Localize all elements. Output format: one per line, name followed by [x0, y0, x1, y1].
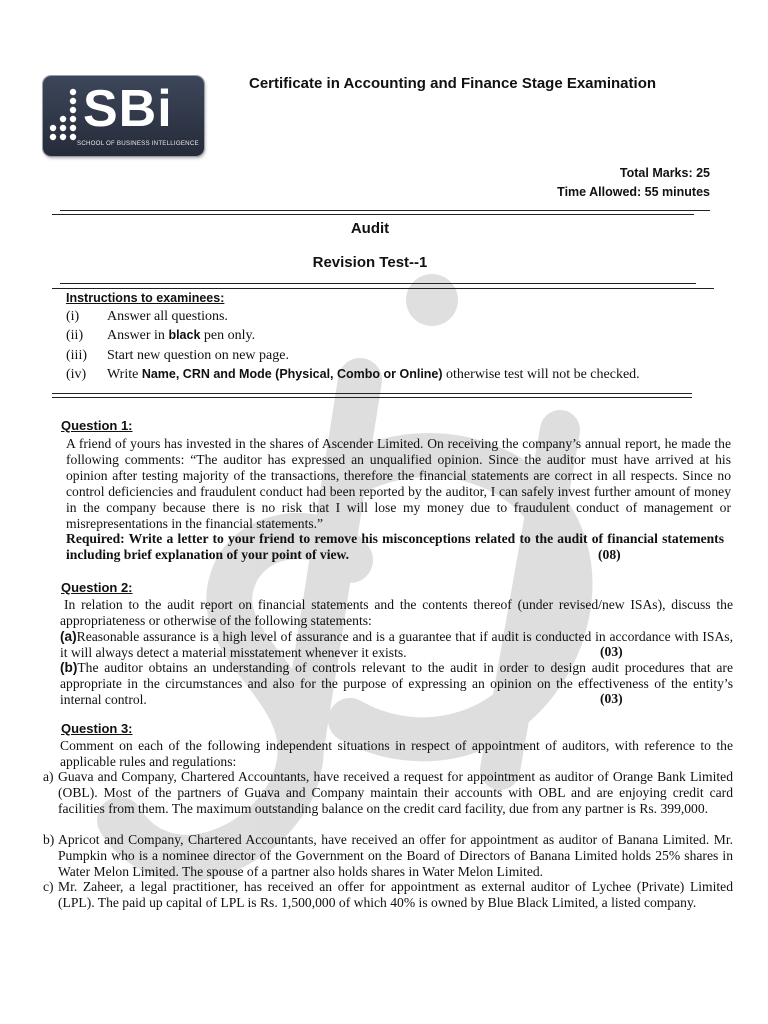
instruction-item — [66, 309, 228, 325]
sbi-logo — [43, 76, 204, 156]
part-text: The auditor obtains an understanding of controls relevant to the audit in order to design audit procedures that are appropriate in the circumstances and also for the purpose of expressing an opinion on the effectiveness of the entity’s internal control. — [60, 660, 733, 707]
instruction-item — [66, 328, 255, 344]
item-label: c) — [43, 879, 54, 894]
instruction-item — [66, 348, 289, 364]
time-allowed: Time Allowed: 55 minutes — [557, 185, 710, 199]
divider — [52, 214, 694, 215]
divider — [60, 283, 696, 284]
part-text: Reasonable assurance is a high level of assurance and is a guarantee that if audit is conducted in accordance with ISAs, it will always detect a material misstatement whenever it exists. — [60, 629, 733, 660]
question-1-required: Required: Write a letter to your friend to remove his misconceptions related to the audit of financial statements including brief explanation of your point of view. — [66, 531, 724, 562]
item-text: Apricot and Company, Chartered Accountants, have received an offer for appointment as auditor of Banana Limited. Mr. Pumpkin who is a nominee director of the Government on the Board of Directors of Banana Limited holds 25% shares in Water Melon Limited. The spouse of a partner also holds shares in Water Melon Limited. — [58, 832, 733, 879]
question-2-title: Question 2: — [61, 580, 133, 595]
test-title: Revision Test--1 — [312, 254, 428, 271]
instruction-text: Write — [107, 367, 142, 382]
instruction-item — [66, 367, 640, 383]
question-2-part-b — [60, 660, 733, 708]
instruction-number: (i) — [66, 309, 80, 324]
question-2-intro: In relation to the audit report on financial statements and the contents thereof (under revised/new ISAs), discuss the appropriateness or otherwise of the following statements: — [60, 597, 733, 628]
question-2b-marks: (03) — [600, 691, 623, 706]
total-marks: Total Marks: 25 — [619, 166, 710, 180]
question-3-title: Question 3: — [61, 721, 133, 736]
item-text: Guava and Company, Chartered Accountants, have received a request for appointment as auditor of Orange Bank Limited (OBL). Most of the partners of Guava and Company maintain their accounts with OBL and are enjoying credit card facilities from them. The maximum outstanding balance on the credit card facility, due from any partner is Rs. 399,000. — [58, 769, 733, 816]
marks-block — [557, 164, 710, 202]
divider — [52, 288, 714, 289]
instruction-number: (ii) — [66, 328, 84, 343]
instruction-number: (iv) — [66, 367, 87, 382]
instruction-text: otherwise test will not be checked. — [442, 367, 640, 382]
question-1-marks: (08) — [598, 547, 621, 562]
question-3-item-b — [43, 832, 733, 880]
part-label: (b) — [60, 660, 78, 675]
question-1-body: A friend of yours has invested in the shares of Ascender Limited. On receiving the company’s annual report, he made the following comments: “The auditor has expressed an unqualified opinion. Since the auditor must have arrived at his opinion after testing majority of the transactions, therefore the financial statements are correct in all respects. Since no control deficiencies and fraudulent conduct had been reported by the auditor, I can safely invest further amount of money in the company because there is no risk that I will lose my money due to fraudulent conduct of management or misrepresentations in the financial statements.” — [66, 436, 731, 531]
question-1-title: Question 1: — [61, 418, 133, 433]
instruction-text: Start new question on new page. — [107, 348, 289, 363]
item-label: a) — [43, 769, 54, 784]
exam-title: Certificate in Accounting and Finance Stage Examination — [249, 75, 657, 92]
logo-wordmark: SBi — [83, 80, 173, 138]
divider — [60, 210, 710, 211]
question-2a-marks: (03) — [600, 644, 623, 659]
instruction-number: (iii) — [66, 348, 87, 363]
instruction-text: Answer all questions. — [107, 309, 228, 324]
item-text: Mr. Zaheer, a legal practitioner, has received an offer for appointment as external auditor of Lychee (Private) Limited (LPL). The paid up capital of LPL is Rs. 1,500,000 of which 40% is owned by Blue Black Limited, a listed company. — [58, 879, 733, 910]
question-3-intro: Comment on each of the following independent situations in respect of appointment of auditors, with reference to the applicable rules and regulations: — [60, 738, 733, 769]
instruction-text: Answer in — [107, 328, 169, 343]
question-3-item-c — [43, 879, 733, 911]
divider — [52, 393, 692, 394]
instruction-emphasis: Name, CRN and Mode (Physical, Combo or Online) — [141, 367, 443, 381]
instruction-emphasis: black — [168, 328, 201, 342]
question-2-part-a — [60, 629, 733, 661]
question-3-item-a — [43, 769, 733, 817]
logo-tagline: SCHOOL OF BUSINESS INTELLIGENCE — [77, 140, 199, 147]
subject-title: Audit — [350, 220, 390, 237]
instructions-heading: Instructions to examinees: — [66, 291, 225, 305]
part-label: (a) — [60, 629, 77, 644]
instruction-text: pen only. — [200, 328, 256, 343]
divider — [52, 397, 692, 398]
logo-dots-icon — [49, 88, 85, 148]
item-label: b) — [43, 832, 55, 847]
